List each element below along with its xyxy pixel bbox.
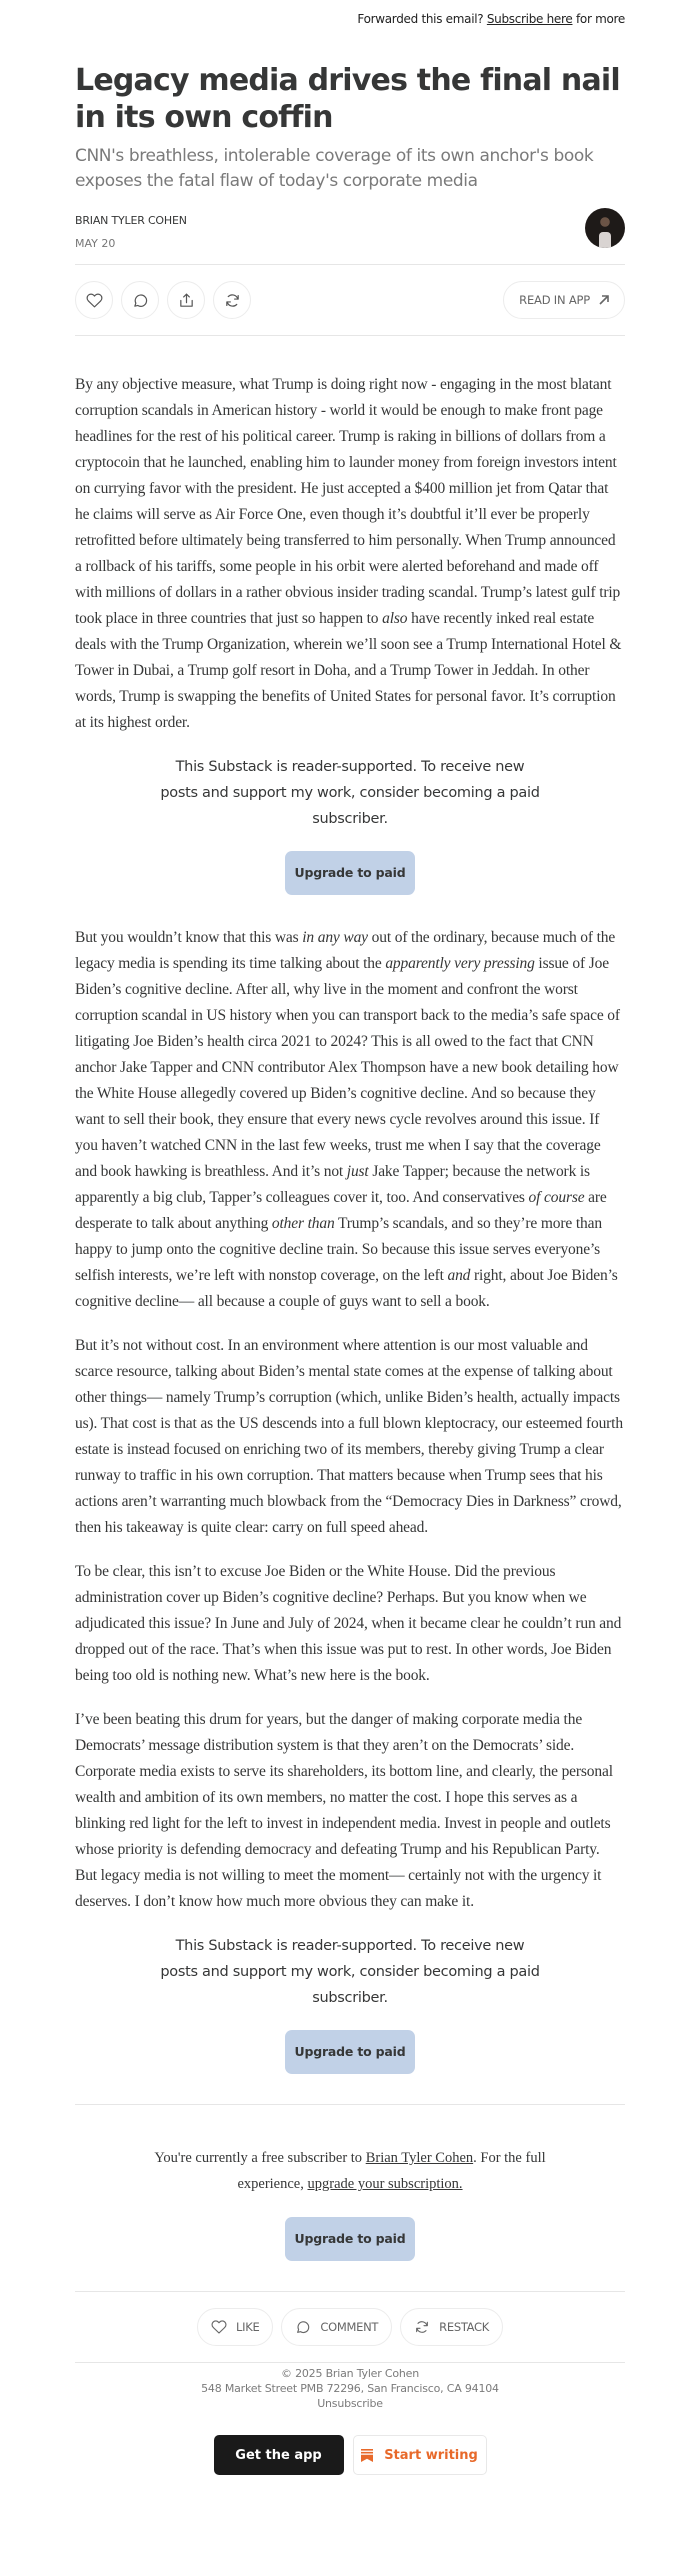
like-button[interactable]: [197, 2308, 273, 2346]
author-avatar[interactable]: [585, 208, 625, 248]
subscribe-cta: [75, 1933, 625, 2074]
restack-icon: [224, 292, 241, 309]
publication-link[interactable]: Brian Tyler Cohen: [365, 2150, 474, 2166]
text: . For the full experience,: [237, 2150, 546, 2192]
unsubscribe-link[interactable]: Unsubscribe: [317, 2397, 383, 2410]
start-writing-button[interactable]: [353, 2435, 487, 2475]
top-action-bar: [75, 265, 625, 335]
text: right, about Joe Biden’s cognitive decline— all because a couple of guys want to sell a book.: [75, 1267, 618, 1310]
text: But you wouldn’t know that this was: [75, 929, 303, 946]
comment-icon: [295, 2319, 311, 2335]
comment-button[interactable]: [281, 2308, 392, 2346]
like-label: LIKE: [236, 2320, 260, 2334]
emphasis: of course: [528, 1189, 585, 1206]
post-subtitle: CNN's breathless, intolerable coverage of its own anchor's book exposes the fatal flaw of today's corporate media: [75, 146, 594, 191]
post-body: [75, 372, 625, 2074]
forward-prefix: Forwarded this email?: [357, 12, 484, 26]
byline: [75, 214, 625, 264]
paragraph: To be clear, this isn’t to excuse Joe Biden or the White House. Did the previous administration cover up Biden’s cognitive decline? Perhaps. But you know when we adjudicated this issue? In June and July of 2024, when it became clear he couldn’t run and dropped out of the race. That’s when this issue was put to rest. In other words, Joe Biden being too old is nothing new. What’s new here is the book.: [75, 1563, 622, 1684]
heart-icon: [211, 2319, 227, 2335]
read-in-app-label: READ IN APP: [519, 293, 590, 307]
text: You're currently a free subscriber to: [154, 2150, 366, 2166]
share-icon: [178, 292, 195, 309]
emphasis: also: [382, 610, 408, 627]
footer: [75, 2363, 625, 2411]
like-button[interactable]: [75, 281, 113, 319]
divider: [75, 335, 625, 336]
emphasis: in any way: [302, 929, 368, 946]
emphasis: other than: [271, 1215, 335, 1232]
comment-label: COMMENT: [320, 2320, 379, 2334]
app-buttons: [75, 2435, 625, 2475]
start-writing-label: Start writing: [384, 2447, 478, 2463]
emphasis: just: [346, 1163, 369, 1180]
emphasis: and: [447, 1267, 471, 1284]
address: 548 Market Street PMB 72296, San Francisco, CA 94104: [201, 2382, 499, 2395]
text: have recently inked real estate deals with the Trump Organization, wherein we’ll soon see a Trump International Hotel & Tower in Dubai, a Trump golf resort in Doha, and a Trump Tower in Jeddah. In other words, Trump is swapping the benefits of United States for personal favor. It’s corruption at its highest order.: [75, 610, 622, 731]
forward-notice: [75, 0, 625, 40]
post-title[interactable]: Legacy media drives the final nail in its own coffin: [75, 63, 620, 135]
text: Jake Tapper; because the network is apparently a big club, Tapper’s colleagues cover it, too. And conservatives: [75, 1163, 590, 1206]
upgrade-subscription-link[interactable]: upgrade your subscription.: [307, 2176, 463, 2192]
read-in-app-button[interactable]: [503, 281, 625, 319]
get-the-app-button[interactable]: Get the app: [214, 2435, 344, 2475]
emphasis: apparently very pressing: [385, 955, 535, 972]
text: Trump’s scandals, and so they’re more than happy to jump onto the cognitive decline train. So because this issue serves everyone’s selfish interests, we’re left with nonstop coverage, on the left: [75, 1215, 602, 1284]
restack-button[interactable]: [400, 2308, 503, 2346]
free-subscriber-notice: [75, 2105, 625, 2291]
arrow-up-right-icon: [598, 294, 610, 306]
upgrade-to-paid-button[interactable]: Upgrade to paid: [285, 2217, 415, 2261]
paragraph: But it’s not without cost. In an environment where attention is our most valuable and scarce resource, talking about Biden’s mental state comes at the expense of talking about other things— namely Trump’s corruption (which, unlike Biden’s health, actually impacts us). That cost is that as the US descends into a full blown kleptocracy, our esteemed fourth estate is instead focused on enriching two of its members, thereby giving Trump a clear runway to traffic in his own corruption. That matters because when Trump sees that his actions aren’t warranting much blowback from the “Democracy Dies in Darkness” crowd, then his takeaway is quite clear: carry on full speed ahead.: [75, 1337, 623, 1536]
comment-icon: [132, 292, 149, 309]
text: issue of Joe Biden’s cognitive decline. After all, why live in the moment and confront the worst corruption scandal in US history when you can transport back to the media’s safe space of litigating Joe Biden’s health circa 2021 to 2024? This is all owed to the fact that CNN anchor Jake Tapper and CNN contributor Alex Thompson have a new book detailing how the White House allegedly covered up Biden’s cognitive decline. And so because they want to sell their book, they ensure that every news cycle revolves around this issue. If you haven’t watched CNN in the last few weeks, trust me when I say that the coverage and book hawking is breathless. And it’s not: [75, 955, 620, 1180]
upgrade-to-paid-button[interactable]: Upgrade to paid: [285, 851, 415, 895]
subscribe-cta: [75, 754, 625, 895]
share-button[interactable]: [167, 281, 205, 319]
text: out of the ordinary, because much of the legacy media is spending its time talking about the: [75, 929, 616, 972]
author-name[interactable]: BRIAN TYLER COHEN: [75, 214, 187, 227]
forward-suffix: for more: [576, 12, 625, 26]
restack-button[interactable]: [213, 281, 251, 319]
cta-text: This Substack is reader-supported. To receive new posts and support my work, consider becoming a paid subscriber.: [160, 1938, 540, 2006]
text: By any objective measure, what Trump is doing right now - engaging in the most blatant corruption scandals in American history - world it would be enough to make front page headlines for the rest of his political career. Trump is raking in billions of dollars from a cryptocoin that he launched, enabling him to launder money from foreign investors intent on currying favor with the president. He just accepted a $400 million jet from Qatar that he claims will serve as Air Force One, even though it’s doubtful it’ll ever be properly retrofitted before ultimately being transferred to him personally. When Trump announced a rollback of his tariffs, some people in his orbit were alerted beforehand and made off with millions of dollars in a rather obvious insider trading scandal. Trump’s latest gulf trip took place in three countries that just so happen to: [75, 376, 621, 627]
restack-icon: [414, 2319, 430, 2335]
paragraph: [75, 925, 625, 1315]
upgrade-to-paid-button[interactable]: Upgrade to paid: [285, 2030, 415, 2074]
email-container: [75, 0, 625, 2475]
heart-icon: [86, 292, 103, 309]
copyright: © 2025 Brian Tyler Cohen: [280, 2367, 419, 2380]
comment-button[interactable]: [121, 281, 159, 319]
cta-text: This Substack is reader-supported. To receive new posts and support my work, consider becoming a paid subscriber.: [160, 759, 540, 827]
paragraph: [75, 372, 625, 736]
subscribe-here-link[interactable]: Subscribe here: [486, 12, 573, 26]
post-date: MAY 20: [75, 237, 116, 250]
bottom-action-bar: [75, 2292, 625, 2362]
substack-logo-icon: [361, 2449, 373, 2462]
restack-label: RESTACK: [439, 2320, 489, 2334]
paragraph: I’ve been beating this drum for years, but the danger of making corporate media the Democrats’ message distribution system is that they aren’t on the Democrats’ side. Corporate media exists to serve its shareholders, its bottom line, and clearly, the personal wealth and ambition of its own members, no matter the cost. I hope this serves as a blinking red light for the left to invest in independent media. Invest in people and outlets whose priority is defending democracy and defeating Trump and his Republican Party. But legacy media is not willing to meet the moment— certainly not with the urgency it deserves. I don’t know how much more obvious they can make it.: [75, 1711, 613, 1910]
text: are desperate to talk about anything: [75, 1189, 607, 1232]
free-subscriber-text: [140, 2145, 560, 2197]
